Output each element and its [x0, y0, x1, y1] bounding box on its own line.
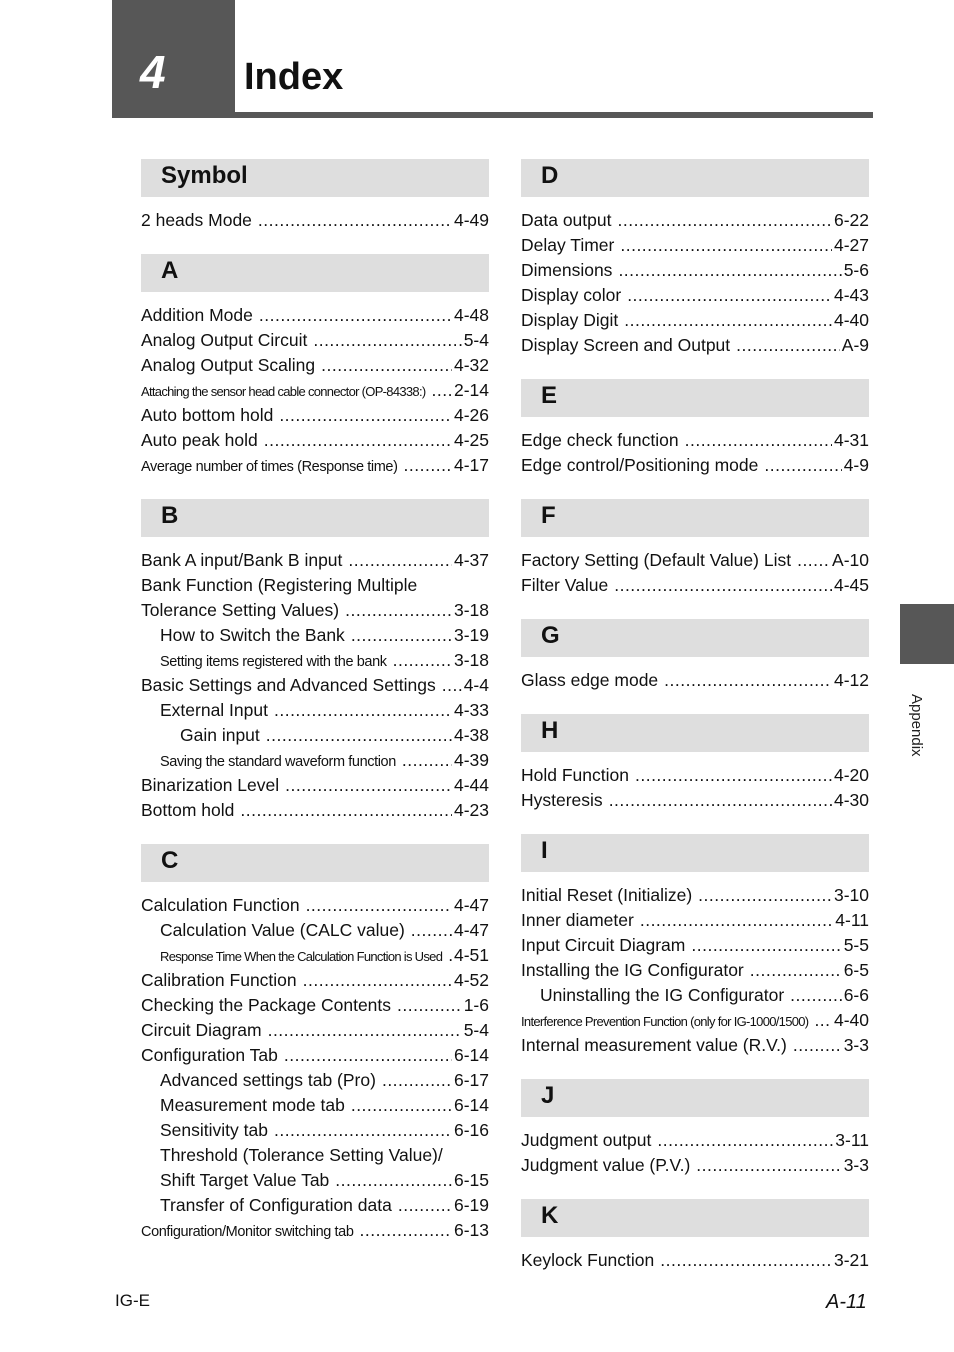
- entry-label: Judgment value (P.V.): [521, 1155, 691, 1175]
- entry-page: 4-26: [453, 405, 489, 425]
- entry-label: Edge check function: [521, 430, 679, 450]
- dot-leader: [313, 328, 461, 353]
- entry-label: Bank A input/Bank B input: [141, 550, 343, 570]
- index-entry: [521, 453, 869, 478]
- dot-leader: [258, 208, 452, 233]
- entry-page: 6-13: [453, 1220, 489, 1240]
- entry-label: Measurement mode tab: [160, 1095, 345, 1115]
- entry-label: Delay Timer: [521, 235, 615, 255]
- dot-leader: [393, 648, 452, 673]
- dot-leader: [627, 283, 832, 308]
- index-entry: [141, 748, 489, 773]
- dot-leader: [696, 1153, 841, 1178]
- entry-label: Tolerance Setting Values): [141, 600, 340, 620]
- section-entries: [521, 872, 869, 1079]
- dot-leader: [698, 883, 832, 908]
- section-entries: [521, 537, 869, 619]
- appendix-tab: [900, 604, 954, 664]
- entry-label: Bottom hold: [141, 800, 235, 820]
- entry-label: Binarization Level: [141, 775, 280, 795]
- dot-leader: [685, 428, 832, 453]
- section-entries: [521, 1117, 869, 1199]
- dot-leader: [764, 453, 841, 478]
- section-heading: [521, 1079, 869, 1117]
- dot-leader: [274, 698, 452, 723]
- index-entry: [141, 548, 489, 573]
- entry-page: 4-52: [453, 970, 489, 990]
- entry-label: Auto peak hold: [141, 430, 258, 450]
- entry-page: 4-12: [833, 670, 869, 690]
- index-entry: [521, 208, 869, 233]
- section-heading: [141, 499, 489, 537]
- dot-leader: [306, 893, 452, 918]
- section-heading: [141, 159, 489, 197]
- index-entry: [141, 378, 489, 403]
- section-entries: [521, 1237, 869, 1294]
- index-entry: [141, 773, 489, 798]
- index-entry: [141, 353, 489, 378]
- page-title: Index: [244, 56, 344, 98]
- dot-leader: [345, 598, 452, 623]
- dot-leader: [404, 453, 452, 478]
- index-entry: [521, 258, 869, 283]
- entry-label: Saving the standard waveform function: [160, 754, 396, 770]
- index-entry: [141, 303, 489, 328]
- dot-leader: [402, 748, 452, 773]
- entry-page: 4-49: [453, 210, 489, 230]
- dot-leader: [285, 773, 452, 798]
- entry-label: Calculation Value (CALC value): [160, 920, 405, 940]
- index-entry: [141, 1068, 489, 1093]
- section-entries: [521, 417, 869, 499]
- entry-page: 1-6: [463, 995, 489, 1015]
- index-entry: [141, 893, 489, 918]
- dot-leader: [348, 548, 452, 573]
- entry-page: 4-47: [453, 920, 489, 940]
- section-heading: [521, 159, 869, 197]
- entry-label: Auto bottom hold: [141, 405, 274, 425]
- entry-label: Configuration Tab: [141, 1045, 278, 1065]
- entry-label: Interference Prevention Function (only for IG-1000/1500): [521, 1014, 809, 1029]
- entry-label: Response Time When the Calculation Function is Used: [160, 949, 443, 964]
- section-heading-label: I: [541, 837, 548, 864]
- dot-leader: [398, 1193, 452, 1218]
- entry-page: 4-32: [453, 355, 489, 375]
- entry-label: Transfer of Configuration data: [160, 1195, 392, 1215]
- dot-leader: [279, 403, 452, 428]
- entry-label: Hysteresis: [521, 790, 603, 810]
- section-heading-label: H: [541, 717, 559, 744]
- section-entries: [141, 292, 489, 499]
- dot-leader: [635, 763, 832, 788]
- dot-leader: [448, 943, 452, 968]
- entry-page: 6-22: [833, 210, 869, 230]
- dot-leader: [736, 333, 840, 358]
- index-entry: [141, 1043, 489, 1068]
- entry-page: 6-19: [453, 1195, 489, 1215]
- entry-page: 4-40: [833, 1010, 869, 1030]
- index-entry: [521, 548, 869, 573]
- dot-leader: [640, 908, 833, 933]
- dot-leader: [351, 1093, 452, 1118]
- index-entry: [521, 428, 869, 453]
- entry-page: 5-4: [463, 330, 489, 350]
- index-entry: [521, 233, 869, 258]
- section-heading-label: J: [541, 1082, 555, 1109]
- index-entry: [141, 328, 489, 353]
- entry-label: Initial Reset (Initialize): [521, 885, 693, 905]
- entry-page: 3-18: [453, 600, 489, 620]
- entry-label: Advanced settings tab (Pro): [160, 1070, 376, 1090]
- index-entry: [521, 1128, 869, 1153]
- entry-page: 3-10: [833, 885, 869, 905]
- entry-label: Threshold (Tolerance Setting Value)/: [160, 1145, 443, 1165]
- dot-leader: [660, 1248, 832, 1273]
- entry-label: Internal measurement value (R.V.): [521, 1035, 787, 1055]
- entry-page: 4-9: [843, 455, 869, 475]
- entry-page: 5-6: [843, 260, 869, 280]
- index-entry: [141, 1168, 489, 1193]
- section-heading: [141, 254, 489, 292]
- index-entry: [141, 918, 489, 943]
- dot-leader: [321, 353, 452, 378]
- index-entry: [141, 993, 489, 1018]
- dot-leader: [620, 233, 832, 258]
- section-heading: [521, 499, 869, 537]
- section-entries: [521, 752, 869, 834]
- index-entry: [521, 668, 869, 693]
- index-entry: [141, 1218, 489, 1243]
- dot-leader: [609, 788, 832, 813]
- dot-leader: [790, 983, 842, 1008]
- entry-label: How to Switch the Bank: [160, 625, 345, 645]
- dot-leader: [442, 673, 462, 698]
- index-entry: [521, 1033, 869, 1058]
- dot-leader: [432, 378, 452, 403]
- dot-leader: [335, 1168, 452, 1193]
- index-column-left: [141, 159, 489, 1264]
- entry-page: 5-4: [463, 1020, 489, 1040]
- entry-page: 4-23: [453, 800, 489, 820]
- entry-label: Dimensions: [521, 260, 613, 280]
- entry-page: 2-14: [453, 380, 489, 400]
- entry-page: 4-30: [833, 790, 869, 810]
- dot-leader: [268, 1018, 462, 1043]
- entry-page: 6-5: [843, 960, 869, 980]
- entry-label: Input Circuit Diagram: [521, 935, 686, 955]
- section-entries: [141, 537, 489, 844]
- entry-label: Keylock Function: [521, 1250, 655, 1270]
- index-entry: [141, 648, 489, 673]
- entry-label: Circuit Diagram: [141, 1020, 262, 1040]
- entry-page: 4-17: [453, 455, 489, 475]
- entry-page: 4-25: [453, 430, 489, 450]
- entry-label: Factory Setting (Default Value) List: [521, 550, 792, 570]
- section-heading-label: A: [161, 257, 179, 284]
- index-entry: [521, 763, 869, 788]
- index-entry: [141, 968, 489, 993]
- dot-leader: [264, 428, 452, 453]
- entry-page: 4-43: [833, 285, 869, 305]
- index-entry: [521, 983, 869, 1008]
- dot-leader: [797, 548, 830, 573]
- index-column-right: [521, 159, 869, 1294]
- entry-page: 4-47: [453, 895, 489, 915]
- entry-page: 4-45: [833, 575, 869, 595]
- dot-leader: [274, 1118, 452, 1143]
- footer-model: IG-E: [115, 1291, 150, 1310]
- entry-page: 6-6: [843, 985, 869, 1005]
- dot-leader: [618, 258, 841, 283]
- entry-page: 6-15: [453, 1170, 489, 1190]
- entry-page: 4-11: [835, 910, 869, 930]
- entry-label: Bank Function (Registering Multiple: [141, 575, 418, 595]
- entry-label: Glass edge mode: [521, 670, 659, 690]
- index-entry: [141, 453, 489, 478]
- entry-label: Attaching the sensor head cable connector (OP-84338:): [141, 384, 426, 399]
- entry-page: 3-19: [453, 625, 489, 645]
- index-entry: [521, 1008, 869, 1033]
- dot-leader: [691, 933, 841, 958]
- index-entry: [141, 598, 489, 623]
- entry-page: 3-11: [835, 1130, 869, 1150]
- dot-leader: [793, 1033, 842, 1058]
- section-heading: [141, 844, 489, 882]
- dot-leader: [814, 1008, 832, 1033]
- dot-leader: [240, 798, 452, 823]
- section-heading: [521, 619, 869, 657]
- entry-page: 5-5: [843, 935, 869, 955]
- dot-leader: [351, 623, 452, 648]
- entry-label: Installing the IG Configurator: [521, 960, 744, 980]
- entry-label: Display Screen and Output: [521, 335, 731, 355]
- section-entries: [141, 197, 489, 254]
- entry-page: 6-14: [453, 1045, 489, 1065]
- entry-page: 6-17: [453, 1070, 489, 1090]
- section-heading-label: B: [161, 502, 179, 529]
- entry-page: 3-18: [453, 650, 489, 670]
- entry-page: A-9: [841, 335, 869, 355]
- entry-label: Data output: [521, 210, 612, 230]
- index-entry: [141, 1143, 489, 1168]
- dot-leader: [614, 573, 832, 598]
- index-entry: [141, 623, 489, 648]
- entry-label: Analog Output Scaling: [141, 355, 316, 375]
- index-entry: [521, 308, 869, 333]
- index-entry: [141, 1193, 489, 1218]
- section-heading-label: F: [541, 502, 556, 529]
- entry-label: Configuration/Monitor switching tab: [141, 1224, 354, 1240]
- section-entries: [141, 882, 489, 1264]
- dot-leader: [411, 918, 452, 943]
- entry-page: 4-51: [453, 945, 489, 965]
- index-entry: [141, 1018, 489, 1043]
- entry-label: Setting items registered with the bank: [160, 654, 387, 670]
- section-heading-label: G: [541, 622, 560, 649]
- entry-label: Uninstalling the IG Configurator: [540, 985, 785, 1005]
- header-rule: [235, 112, 873, 118]
- index-entry: [141, 943, 489, 968]
- section-heading-label: Symbol: [161, 162, 248, 189]
- entry-page: 4-20: [833, 765, 869, 785]
- entry-page: 3-21: [833, 1250, 869, 1270]
- entry-page: 4-48: [453, 305, 489, 325]
- index-entry: [141, 1093, 489, 1118]
- entry-page: 4-38: [453, 725, 489, 745]
- appendix-label: Appendix: [908, 694, 925, 757]
- index-entry: [141, 403, 489, 428]
- entry-label: Average number of times (Response time): [141, 459, 398, 475]
- index-entry: [521, 573, 869, 598]
- dot-leader: [750, 958, 842, 983]
- section-heading-label: D: [541, 162, 559, 189]
- index-entry: [141, 798, 489, 823]
- entry-label: Gain input: [180, 725, 260, 745]
- dot-leader: [266, 723, 452, 748]
- index-entry: [141, 723, 489, 748]
- index-entry: [521, 1153, 869, 1178]
- chapter-number: 4: [140, 46, 166, 98]
- entry-label: Calibration Function: [141, 970, 297, 990]
- index-entry: [521, 933, 869, 958]
- entry-page: 3-3: [843, 1035, 869, 1055]
- index-entry: [521, 1248, 869, 1273]
- index-entry: [521, 788, 869, 813]
- index-entry: [521, 958, 869, 983]
- dot-leader: [657, 1128, 833, 1153]
- entry-label: Display Digit: [521, 310, 619, 330]
- dot-leader: [382, 1068, 452, 1093]
- section-heading: [521, 834, 869, 872]
- entry-label: Shift Target Value Tab: [160, 1170, 330, 1190]
- dot-leader: [617, 208, 831, 233]
- entry-page: 3-3: [843, 1155, 869, 1175]
- index-entry: [141, 673, 489, 698]
- section-heading-label: C: [161, 847, 179, 874]
- index-entry: [141, 208, 489, 233]
- entry-label: Hold Function: [521, 765, 629, 785]
- dot-leader: [259, 303, 452, 328]
- entry-label: Judgment output: [521, 1130, 652, 1150]
- dot-leader: [397, 993, 462, 1018]
- index-entry: [141, 573, 489, 598]
- dot-leader: [624, 308, 832, 333]
- entry-label: Inner diameter: [521, 910, 634, 930]
- entry-label: Basic Settings and Advanced Settings: [141, 675, 436, 695]
- section-heading: [521, 1199, 869, 1237]
- index-entry: [141, 698, 489, 723]
- entry-page: 4-31: [833, 430, 869, 450]
- section-heading-label: E: [541, 382, 558, 409]
- entry-page: 6-14: [453, 1095, 489, 1115]
- dot-leader: [664, 668, 832, 693]
- entry-page: 4-37: [453, 550, 489, 570]
- entry-label: 2 heads Mode: [141, 210, 252, 230]
- entry-label: Edge control/Positioning mode: [521, 455, 759, 475]
- entry-label: Sensitivity tab: [160, 1120, 268, 1140]
- entry-page: 4-27: [833, 235, 869, 255]
- index-entry: [141, 1118, 489, 1143]
- entry-page: 4-39: [453, 750, 489, 770]
- entry-page: 4-4: [463, 675, 489, 695]
- section-heading-label: K: [541, 1202, 559, 1229]
- index-entry: [521, 283, 869, 308]
- section-heading: [521, 379, 869, 417]
- dot-leader: [303, 968, 452, 993]
- entry-label: External Input: [160, 700, 268, 720]
- index-entry: [521, 883, 869, 908]
- entry-label: Checking the Package Contents: [141, 995, 392, 1015]
- section-entries: [521, 657, 869, 714]
- entry-page: A-10: [832, 550, 869, 570]
- entry-page: 4-40: [833, 310, 869, 330]
- section-entries: [521, 197, 869, 379]
- entry-page: 4-44: [453, 775, 489, 795]
- section-heading: [521, 714, 869, 752]
- index-entry: [141, 428, 489, 453]
- entry-label: Display color: [521, 285, 622, 305]
- dot-leader: [359, 1218, 451, 1243]
- entry-label: Analog Output Circuit: [141, 330, 308, 350]
- entry-label: Calculation Function: [141, 895, 300, 915]
- index-entry: [521, 908, 869, 933]
- dot-leader: [284, 1043, 452, 1068]
- entry-label: Addition Mode: [141, 305, 253, 325]
- entry-label: Filter Value: [521, 575, 609, 595]
- page-number: A-11: [826, 1291, 867, 1313]
- index-entry: [521, 333, 869, 358]
- entry-page: 4-33: [453, 700, 489, 720]
- entry-page: 6-16: [453, 1120, 489, 1140]
